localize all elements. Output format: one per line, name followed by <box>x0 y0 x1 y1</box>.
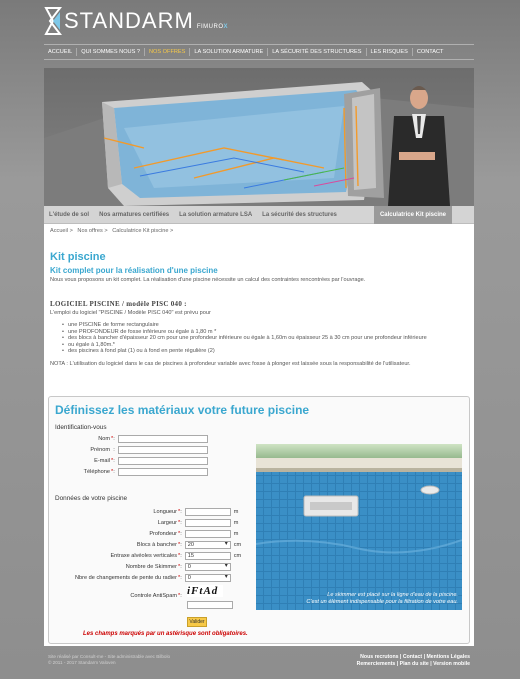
main-content <box>44 224 474 646</box>
intro-text: Nous vous proposons un kit complet. La réalisation d'une piscine nécessite un calcul des contraintes rencontrées par l'ouvrage. <box>50 277 366 283</box>
nav-qui-sommes-nous[interactable]: QUI SOMMES NOUS ? <box>77 48 145 56</box>
nav-nos-offres[interactable]: NOS OFFRES <box>145 48 190 56</box>
skimmer-photo <box>256 444 462 610</box>
blocs-select[interactable]: 20 ▾ <box>185 541 231 549</box>
entraxe-unit: cm <box>233 553 242 559</box>
page-subtitle: Kit complet pour la réalisation d'une piscine <box>50 266 218 275</box>
pente-select[interactable]: 0 ▾ <box>185 574 231 582</box>
blocs-row: Blocs à bancher * : 20 ▾ cm <box>55 541 241 549</box>
nav-solution-armature[interactable]: LA SOLUTION ARMATURE <box>190 48 268 56</box>
subnav-armatures-certifiees[interactable]: Nos armatures certifiées <box>99 211 170 218</box>
pool-illustration <box>44 68 474 206</box>
footer-copyright: © 2011 - 2017 Standarm Valoven <box>48 660 116 665</box>
logo-mark-icon <box>44 6 62 36</box>
brand-name: STANDARM <box>64 8 194 33</box>
list-item-continuation: • ou égale à 1,80m.* <box>62 342 462 349</box>
subnav-securite-structures[interactable]: La sécurité des structures <box>262 211 337 218</box>
header <box>0 0 520 68</box>
prenom-input[interactable] <box>118 446 208 454</box>
largeur-unit: m <box>233 520 239 526</box>
required-asterisk: * <box>178 564 181 570</box>
logo[interactable] <box>44 4 228 38</box>
profondeur-label: Profondeur <box>149 531 177 537</box>
identification-label: Identification-vous <box>55 424 107 431</box>
page-title: Kit piscine <box>50 251 106 263</box>
longueur-row: Longueur * : m <box>55 508 238 516</box>
photo-caption: Le skimmer est placé sur la ligne d'eau de la piscine. C'est un élément indispensable pour la filtration de votre eau. <box>306 592 458 605</box>
list-item: • une PISCINE de forme rectangulaire <box>62 322 462 329</box>
pool-form <box>48 396 470 644</box>
hero-banner <box>44 68 474 206</box>
mandatory-note: Les champs marqués par un astérisque sont obligatoires. <box>83 631 248 637</box>
form-title: Définissez les matériaux votre future piscine <box>55 403 310 417</box>
breadcrumb <box>50 228 176 234</box>
brand-subtitle: FIMUROX <box>196 24 229 30</box>
telephone-row: Téléphone * : <box>55 468 208 476</box>
logiciel-intro: L'emploi du logiciel "PISCINE / Modèle PISC 040" est prévu pour <box>50 310 211 316</box>
email-label: E-mail <box>94 458 110 464</box>
sub-nav <box>44 206 474 224</box>
largeur-input[interactable] <box>185 519 231 527</box>
blocs-label: Blocs à bancher <box>136 542 177 548</box>
footer-credit-line[interactable]: Site réalisé par Consult-me - Site administrable avec Bilbolo <box>48 654 171 659</box>
required-asterisk: * <box>111 458 114 464</box>
email-input[interactable] <box>118 457 208 465</box>
requirements-list <box>62 322 462 355</box>
footer-links-row-1[interactable]: Nous recrutons | Contact | Mentions Légales <box>360 654 470 660</box>
profondeur-row: Profondeur * : m <box>55 530 238 538</box>
required-asterisk: * <box>178 509 181 515</box>
captcha-input[interactable] <box>187 601 233 609</box>
skimmer-select[interactable]: 0 ▾ <box>185 563 231 571</box>
skimmer-label: Nombre de Skimmer <box>125 564 177 570</box>
telephone-label: Téléphone <box>83 469 110 475</box>
entraxe-row: Entraxe alvéoles verticales * : 15 cm <box>55 552 241 560</box>
list-item: • des piscines à fond plat (1) ou à fond en pente régulière (2) <box>62 348 462 355</box>
nom-row: Nom * : <box>55 435 208 443</box>
captcha-image: iFtAd <box>187 585 223 597</box>
prenom-row: Prénom : <box>55 446 208 454</box>
required-asterisk: * <box>178 531 181 537</box>
required-asterisk: * <box>178 575 181 581</box>
required-asterisk: * <box>178 553 181 559</box>
largeur-label: Largeur <box>157 520 177 526</box>
profondeur-input[interactable] <box>185 530 231 538</box>
subnav-solution-armature-lsa[interactable]: La solution armature LSA <box>179 211 253 218</box>
nom-label: Nom <box>98 436 110 442</box>
required-asterisk: * <box>178 520 181 526</box>
footer-links-row-2[interactable]: Remerciements | Plan du site | Version mobile <box>356 660 470 667</box>
list-item: • une PROFONDEUR de fosse inférieure ou égale à 1,80 m * <box>62 329 462 336</box>
subnav-etude-de-sol[interactable]: L'étude de sol <box>49 211 90 218</box>
required-asterisk: * <box>178 542 181 548</box>
largeur-row: Largeur * : m <box>55 519 238 527</box>
prenom-label: Prénom <box>90 447 110 453</box>
subnav-calculatrice-kit-piscine[interactable]: Calculatrice Kit piscine <box>374 206 452 224</box>
nav-les-risques[interactable]: LES RISQUES <box>367 48 413 56</box>
entraxe-input[interactable]: 15 <box>185 552 231 560</box>
nom-input[interactable] <box>118 435 208 443</box>
longueur-unit: m <box>233 509 239 515</box>
nav-contact[interactable]: CONTACT <box>416 49 444 55</box>
piscine-label: Données de votre piscine <box>55 495 128 502</box>
required-asterisk: * <box>111 436 114 442</box>
required-asterisk: * <box>178 593 181 599</box>
valider-button[interactable]: Valider <box>187 617 207 627</box>
entraxe-label: Entraxe alvéoles verticales <box>110 553 177 559</box>
skimmer-row: Nombre de Skimmer * : 0 ▾ <box>55 563 231 571</box>
breadcrumb-accueil[interactable]: Accueil > <box>50 228 73 234</box>
list-item: • des blocs à bancher d'épaisseur 20 cm pour une profondeur inférieure ou égale à 1,60m ou épaisseur 25 à 30 cm pour une profondeur inférieure <box>62 335 462 342</box>
captcha-label: Controle AntiSpam <box>130 593 177 599</box>
nota-text: NOTA : L'utilisation du logiciel dans le cas de piscines à profondeur variable avec fosse à plonger est laissée sous la responsabilité de l'utilisateur. <box>50 361 411 367</box>
breadcrumb-calculatrice[interactable]: Calculatrice Kit piscine > <box>112 228 174 234</box>
footer <box>44 652 474 672</box>
longueur-label: Longueur <box>153 509 177 515</box>
email-row: E-mail * : <box>55 457 208 465</box>
logiciel-title: LOGICIEL PISCINE / modèle PISC 040 : <box>50 300 187 308</box>
required-asterisk: * <box>111 469 114 475</box>
telephone-input[interactable] <box>118 468 208 476</box>
main-nav <box>44 44 474 60</box>
blocs-unit: cm <box>233 542 242 548</box>
breadcrumb-nos-offres[interactable]: Nos offres > <box>77 228 108 234</box>
nav-accueil[interactable]: ACCUEIL <box>44 48 77 56</box>
footer-credits <box>48 654 170 666</box>
captcha-row: Controle AntiSpam * : <box>55 593 185 599</box>
longueur-input[interactable] <box>185 508 231 516</box>
footer-links <box>357 654 470 667</box>
profondeur-unit: m <box>233 531 239 537</box>
pente-row: Nbre de changements de pente du radier * : 0 ▾ <box>55 574 231 582</box>
pente-label: Nbre de changements de pente du radier <box>75 575 177 581</box>
skimmer-image <box>256 444 462 610</box>
nav-securite-structures[interactable]: LA SÉCURITÉ DES STRUCTURES <box>268 48 366 56</box>
